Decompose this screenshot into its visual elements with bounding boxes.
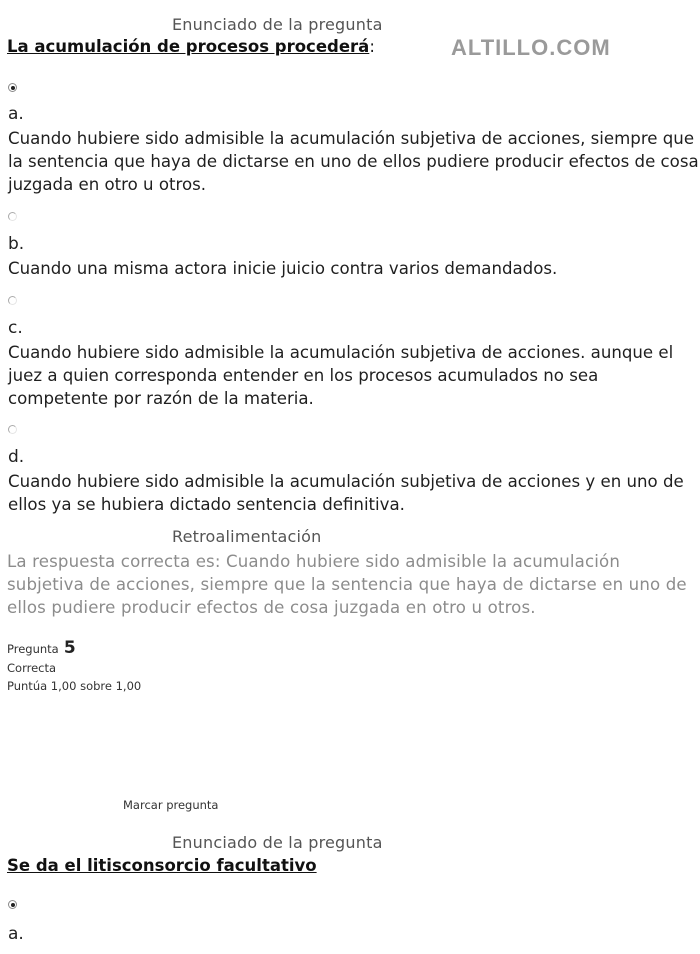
option-b-radio[interactable] [8,212,17,221]
question-info-heading [7,638,76,658]
option-c-text[interactable]: Cuando hubiere sido admisible la acumulación subjetiva de acciones. aunque el juez a quien corresponda entender en los procesos acumulados no sea competente por razón de la materia. [8,343,674,408]
feedback-heading: Retroalimentación [172,527,322,546]
question-status: Correcta [7,661,57,675]
question-text-block-2 [7,856,317,875]
q5-option-a-radio[interactable] [8,900,17,909]
watermark-logo: ALTILLO.COM [451,35,611,60]
question-text: La acumulación de procesos procederá [7,37,370,56]
option-a-text[interactable]: Cuando hubiere sido admisible la acumulación subjetiva de acciones, siempre que la sentencia que haya de dictarse en uno de ellos pudiere producir efectos de cosa juzgada en otro u otros. [8,129,699,194]
option-b-letter: b. [8,234,25,254]
statement-heading-2: Enunciado de la pregunta [172,833,383,852]
feedback-text: La respuesta correcta es: Cuando hubiere sido admisible la acumulación subjetiva de acciones, siempre que la sentencia que haya de dictarse en uno de ellos pudiere producir efectos de cosa juzgada en otro u otros. [7,552,687,617]
option-d-radio[interactable] [8,425,17,434]
question-text-block [7,37,375,56]
question-text-2: Se da el litisconsorcio facultativo [7,856,317,875]
question-score: Puntúa 1,00 sobre 1,00 [7,679,142,693]
option-b-text[interactable]: Cuando una misma actora inicie juicio contra varios demandados. [8,259,558,278]
option-d-letter: d. [8,447,25,467]
question-label: Pregunta [7,642,59,656]
option-d-text[interactable]: Cuando hubiere sido admisible la acumulación subjetiva de acciones y en uno de ellos ya se hubiera dictado sentencia definitiva. [8,472,684,514]
question-number: 5 [63,638,76,658]
question-suffix: : [369,37,375,56]
option-a-letter: a. [8,104,24,124]
q5-option-a-letter: a. [8,924,24,944]
option-a-radio[interactable] [8,83,17,92]
statement-heading: Enunciado de la pregunta [172,15,383,34]
option-c-letter: c. [8,318,23,338]
flag-question-link[interactable]: Marcar pregunta [123,798,219,812]
option-c-radio[interactable] [8,296,17,305]
